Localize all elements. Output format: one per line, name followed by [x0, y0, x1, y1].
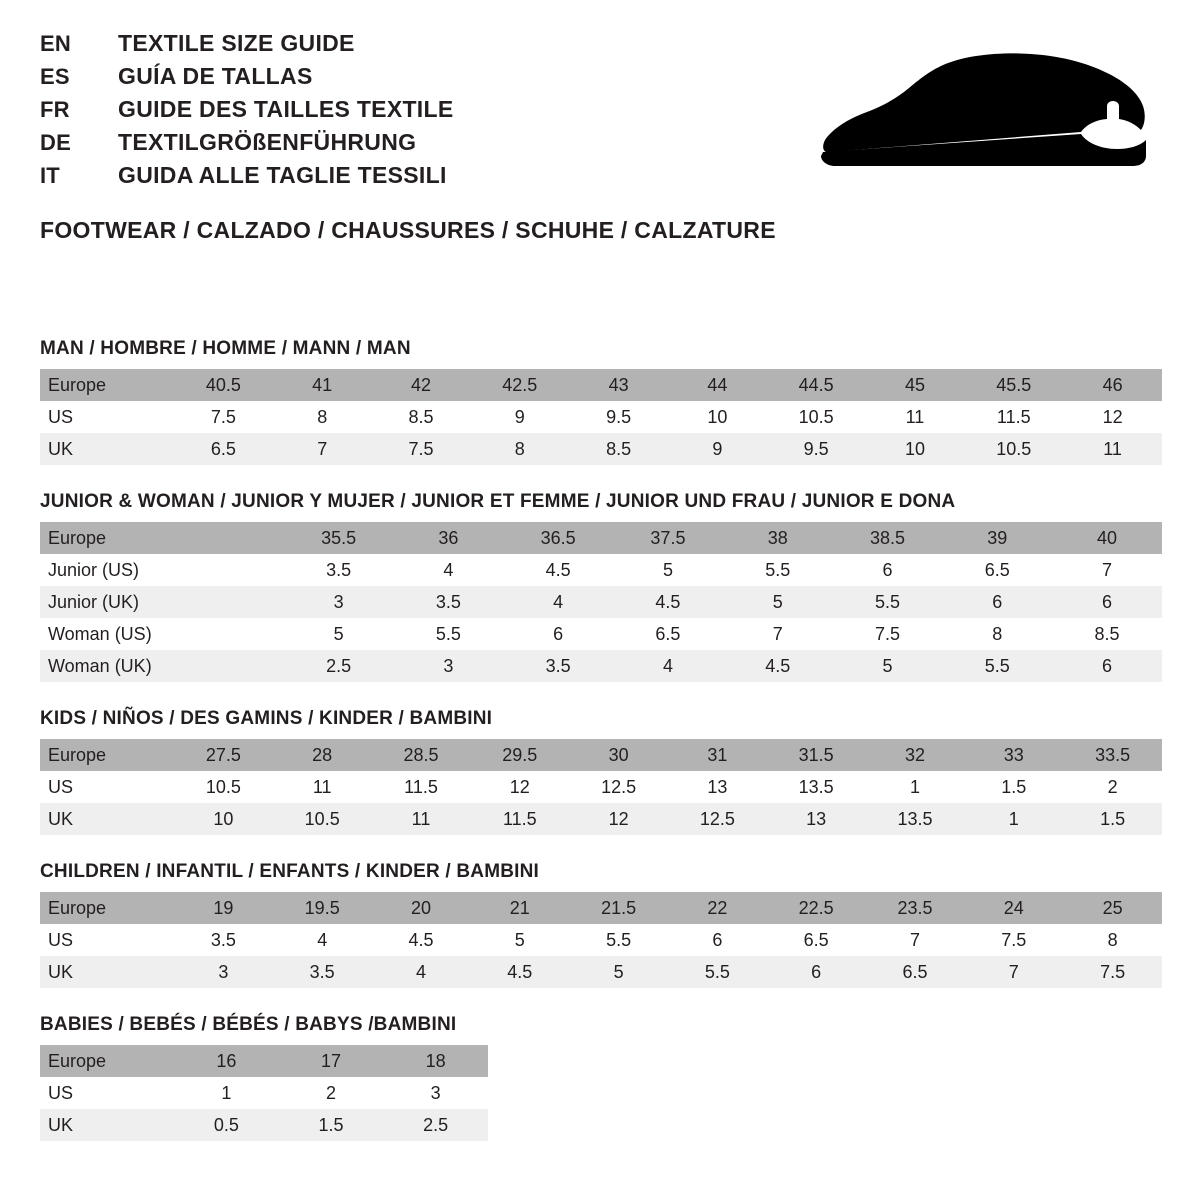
cell: 1.5 — [279, 1109, 384, 1141]
cell: 6.5 — [767, 924, 866, 956]
cell: 41 — [273, 369, 372, 401]
cell: 32 — [866, 739, 965, 771]
cell: 5 — [723, 586, 833, 618]
row-label: US — [40, 401, 174, 433]
table-row — [40, 924, 1162, 956]
cell: 8.5 — [569, 433, 668, 465]
language-code: EN — [40, 31, 71, 56]
cell: 6 — [767, 956, 866, 988]
cell: 12 — [1063, 401, 1162, 433]
cell: 13.5 — [866, 803, 965, 835]
table-row — [40, 803, 1162, 835]
cell: 11.5 — [964, 401, 1063, 433]
cell: 11 — [273, 771, 372, 803]
category-title: FOOTWEAR / CALZADO / CHAUSSURES / SCHUHE / CALZATURE — [40, 217, 776, 243]
cell: 21 — [470, 892, 569, 924]
cell: 25 — [1063, 892, 1162, 924]
cell: 5 — [833, 650, 943, 682]
cell: 10 — [668, 401, 767, 433]
cell: 5.5 — [833, 586, 943, 618]
cell: 1.5 — [1063, 803, 1162, 835]
cell: 42.5 — [470, 369, 569, 401]
cell: 23.5 — [866, 892, 965, 924]
cell: 31.5 — [767, 739, 866, 771]
cell: 9.5 — [569, 401, 668, 433]
table-row — [40, 739, 1162, 771]
cell: 6.5 — [866, 956, 965, 988]
cell: 10.5 — [767, 401, 866, 433]
row-label: UK — [40, 433, 174, 465]
cell: 6.5 — [174, 433, 273, 465]
cell: 4.5 — [372, 924, 471, 956]
cell: 4 — [503, 586, 613, 618]
language-title: GUIDA ALLE TAGLIE TESSILI — [118, 162, 447, 188]
cell: 5.5 — [394, 618, 504, 650]
cell: 5 — [613, 554, 723, 586]
cell: 20 — [372, 892, 471, 924]
cell: 28.5 — [372, 739, 471, 771]
cell: 7 — [866, 924, 965, 956]
cell: 33.5 — [1063, 739, 1162, 771]
table-row — [40, 554, 1162, 586]
size-table — [40, 739, 1162, 835]
cell: 4.5 — [503, 554, 613, 586]
cell: 11.5 — [372, 771, 471, 803]
cell: 46 — [1063, 369, 1162, 401]
language-title: TEXTILGRÖßENFÜHRUNG — [118, 129, 417, 155]
cell: 8 — [470, 433, 569, 465]
cell: 7.5 — [833, 618, 943, 650]
cell: 28 — [273, 739, 372, 771]
language-title: GUIDE DES TAILLES TEXTILE — [118, 96, 454, 122]
cell: 44.5 — [767, 369, 866, 401]
cell: 10.5 — [273, 803, 372, 835]
cell: 10 — [866, 433, 965, 465]
cell: 6 — [1052, 586, 1162, 618]
cell — [174, 554, 284, 586]
cell: 8.5 — [1052, 618, 1162, 650]
table-row — [40, 618, 1162, 650]
cell: 38.5 — [833, 522, 943, 554]
cell: 19 — [174, 892, 273, 924]
cell: 22 — [668, 892, 767, 924]
table-row — [40, 369, 1162, 401]
cell: 7 — [1052, 554, 1162, 586]
cell: 21.5 — [569, 892, 668, 924]
row-label: UK — [40, 956, 174, 988]
cell: 4 — [372, 956, 471, 988]
cell: 5.5 — [668, 956, 767, 988]
row-label: Junior (US) — [40, 554, 174, 586]
cell: 27.5 — [174, 739, 273, 771]
cell: 3 — [284, 586, 394, 618]
cell: 5 — [569, 956, 668, 988]
cell: 44 — [668, 369, 767, 401]
cell: 3 — [394, 650, 504, 682]
cell: 5 — [284, 618, 394, 650]
cell: 12.5 — [569, 771, 668, 803]
cell: 6.5 — [942, 554, 1052, 586]
cell: 43 — [569, 369, 668, 401]
cell: 8.5 — [372, 401, 471, 433]
size-table — [40, 522, 1162, 682]
section-title: BABIES / BEBÉS / BÉBÉS / BABYS /BAMBINI — [40, 1014, 457, 1035]
cell — [174, 650, 284, 682]
row-label: Europe — [40, 1045, 174, 1077]
cell: 6 — [503, 618, 613, 650]
cell: 38 — [723, 522, 833, 554]
language-code: DE — [40, 130, 71, 155]
cell: 24 — [964, 892, 1063, 924]
cell: 11 — [866, 401, 965, 433]
cell: 11 — [372, 803, 471, 835]
cell: 13 — [767, 803, 866, 835]
table-row — [40, 433, 1162, 465]
cell: 8 — [942, 618, 1052, 650]
language-code: ES — [40, 64, 70, 89]
cell: 9 — [470, 401, 569, 433]
cell: 6.5 — [613, 618, 723, 650]
cell: 36.5 — [503, 522, 613, 554]
cell: 6 — [833, 554, 943, 586]
cell: 8 — [1063, 924, 1162, 956]
row-label: US — [40, 924, 174, 956]
section-title: KIDS / NIÑOS / DES GAMINS / KINDER / BAMBINI — [40, 708, 493, 729]
section-children — [40, 861, 1162, 988]
cell: 3.5 — [273, 956, 372, 988]
row-label: Europe — [40, 892, 174, 924]
cell: 18 — [383, 1045, 488, 1077]
cell: 9.5 — [767, 433, 866, 465]
cell: 6 — [942, 586, 1052, 618]
section-title: JUNIOR & WOMAN / JUNIOR Y MUJER / JUNIOR ET FEMME / JUNIOR UND FRAU / JUNIOR E DONA — [40, 491, 956, 512]
cell: 7.5 — [372, 433, 471, 465]
row-label: Woman (US) — [40, 618, 174, 650]
table-row — [40, 586, 1162, 618]
language-code: FR — [40, 97, 70, 122]
cell: 39 — [942, 522, 1052, 554]
cell: 3 — [383, 1077, 488, 1109]
cell: 13.5 — [767, 771, 866, 803]
cell: 5 — [470, 924, 569, 956]
cell: 1 — [964, 803, 1063, 835]
cell: 30 — [569, 739, 668, 771]
cell: 3 — [174, 956, 273, 988]
row-label: Junior (UK) — [40, 586, 174, 618]
size-table — [40, 892, 1162, 988]
table-row — [40, 771, 1162, 803]
cell: 40.5 — [174, 369, 273, 401]
table-row — [40, 650, 1162, 682]
cell: 45.5 — [964, 369, 1063, 401]
row-label: Europe — [40, 522, 174, 554]
cell: 0.5 — [174, 1109, 279, 1141]
row-label: UK — [40, 803, 174, 835]
cell: 6 — [668, 924, 767, 956]
table-row — [40, 1045, 488, 1077]
cell: 5.5 — [569, 924, 668, 956]
cell: 2.5 — [383, 1109, 488, 1141]
cell: 2 — [279, 1077, 384, 1109]
row-label: Woman (UK) — [40, 650, 174, 682]
cell — [174, 618, 284, 650]
cell: 3.5 — [503, 650, 613, 682]
cell: 9 — [668, 433, 767, 465]
cell: 1.5 — [964, 771, 1063, 803]
cell: 4 — [273, 924, 372, 956]
cell: 35.5 — [284, 522, 394, 554]
table-row — [40, 401, 1162, 433]
cell: 40 — [1052, 522, 1162, 554]
size-table — [40, 369, 1162, 465]
cell: 33 — [964, 739, 1063, 771]
section-babies — [40, 1014, 1162, 1141]
cell: 1 — [174, 1077, 279, 1109]
dress-shoe-icon — [805, 48, 1155, 188]
cell: 45 — [866, 369, 965, 401]
table-row — [40, 522, 1162, 554]
table-row — [40, 892, 1162, 924]
cell: 42 — [372, 369, 471, 401]
cell: 2 — [1063, 771, 1162, 803]
cell: 10.5 — [964, 433, 1063, 465]
row-label: Europe — [40, 739, 174, 771]
cell: 5.5 — [942, 650, 1052, 682]
language-code: IT — [40, 163, 60, 188]
cell: 4.5 — [470, 956, 569, 988]
cell: 4 — [394, 554, 504, 586]
cell: 29.5 — [470, 739, 569, 771]
language-title: TEXTILE SIZE GUIDE — [118, 30, 355, 56]
cell: 22.5 — [767, 892, 866, 924]
row-label: US — [40, 1077, 174, 1109]
cell: 12 — [470, 771, 569, 803]
cell: 7.5 — [174, 401, 273, 433]
cell: 3.5 — [284, 554, 394, 586]
cell — [174, 522, 284, 554]
cell: 6 — [1052, 650, 1162, 682]
cell: 31 — [668, 739, 767, 771]
cell: 7.5 — [1063, 956, 1162, 988]
section-kids — [40, 708, 1162, 835]
cell: 37.5 — [613, 522, 723, 554]
row-label: UK — [40, 1109, 174, 1141]
cell: 4 — [613, 650, 723, 682]
cell: 11.5 — [470, 803, 569, 835]
section-junior-woman — [40, 491, 1162, 682]
cell: 7 — [273, 433, 372, 465]
cell: 13 — [668, 771, 767, 803]
section-man — [40, 338, 1162, 465]
cell: 10 — [174, 803, 273, 835]
cell: 2.5 — [284, 650, 394, 682]
cell — [174, 586, 284, 618]
cell: 8 — [273, 401, 372, 433]
size-table — [40, 1045, 488, 1141]
table-row — [40, 1109, 488, 1141]
size-tables — [40, 338, 1162, 1167]
cell: 12.5 — [668, 803, 767, 835]
cell: 1 — [866, 771, 965, 803]
table-row — [40, 1077, 488, 1109]
cell: 17 — [279, 1045, 384, 1077]
cell: 12 — [569, 803, 668, 835]
cell: 7 — [964, 956, 1063, 988]
cell: 7.5 — [964, 924, 1063, 956]
cell: 4.5 — [613, 586, 723, 618]
cell: 4.5 — [723, 650, 833, 682]
cell: 3.5 — [174, 924, 273, 956]
cell: 16 — [174, 1045, 279, 1077]
cell: 10.5 — [174, 771, 273, 803]
cell: 3.5 — [394, 586, 504, 618]
section-title: CHILDREN / INFANTIL / ENFANTS / KINDER / BAMBINI — [40, 861, 540, 882]
section-title: MAN / HOMBRE / HOMME / MANN / MAN — [40, 338, 411, 359]
cell: 36 — [394, 522, 504, 554]
row-label: US — [40, 771, 174, 803]
cell: 7 — [723, 618, 833, 650]
table-row — [40, 956, 1162, 988]
cell: 5.5 — [723, 554, 833, 586]
language-title: GUÍA DE TALLAS — [118, 63, 313, 89]
row-label: Europe — [40, 369, 174, 401]
cell: 19.5 — [273, 892, 372, 924]
cell: 11 — [1063, 433, 1162, 465]
